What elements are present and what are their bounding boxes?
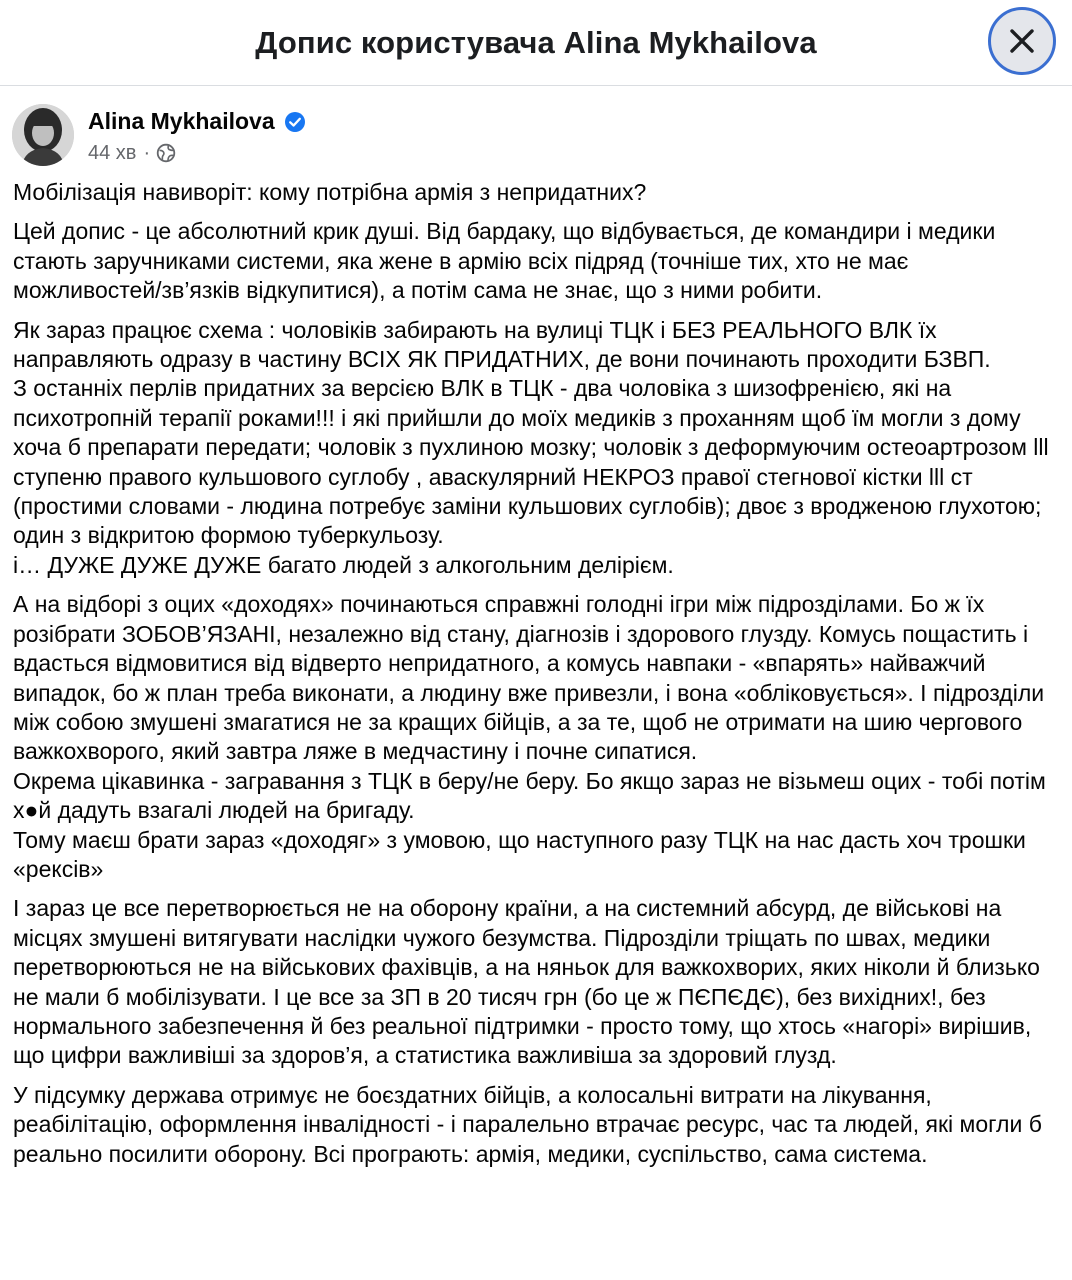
dialog-header xyxy=(0,0,1072,86)
post-paragraph: Цей допис - це абсолютний крик душі. Від бардаку, що відбувається, де командири і медики стають заручниками системи, яка жене в армію всіх підряд (точніше тих, хто не має можливостей/зв’язків відкупитися), а потім сама не знає, що з ними робити. xyxy=(13,218,996,304)
post-meta xyxy=(88,142,306,165)
post-author xyxy=(12,104,306,166)
post-paragraph: Як зараз працює схема : чоловіків забирають на вулиці ТЦК і БЕЗ РЕАЛЬНОГО ВЛК їх направляють одразу в частину ВСІХ ЯК ПРИДАТНИХ, де вони починають проходити БЗВП. З останніх перлів придатних за версією ВЛК в ТЦК - два чоловіка з шизофренією, які на психотропній терапії роками!!! і які прийшли до моїх медиків з проханням щоб їм могли з дому хоча б препарати передати; чоловік з пухлиною мозку; чоловік з деформуючим остеоартрозом lll ступеню правого кульшового суглобу , аваскулярний НЕКРОЗ правої стегнової кістки lll ст (простими словами - людина потребує заміни кульшових суглобів); двоє з вродженою глухотою; один з відкритою формою туберкульозу. і… ДУЖЕ ДУЖЕ ДУЖЕ багато людей з алкогольним делірієм. xyxy=(13,316,1049,578)
post-timestamp[interactable]: 44 хв xyxy=(88,141,137,164)
dialog-title: Допис користувача Alina Mykhailova xyxy=(255,24,817,60)
author-name[interactable]: Alina Mykhailova xyxy=(88,108,275,134)
close-icon xyxy=(1007,26,1037,56)
avatar[interactable] xyxy=(12,104,74,166)
post-text xyxy=(13,178,1059,1179)
post-paragraph: А на відборі з оцих «доходях» починаються справжні голодні ігри між підрозділами. Бо ж їх розібрати ЗОБОВ’ЯЗАНІ, незалежно від стану, діагнозів і здорового глузду. Комусь пощастить і вдасться відмовитися від відверто непридатного, а комусь навпаки - «впарять» найважчий випадок, бо ж план треба виконати, а людину вже привезли, і вона «обліковується». І підрозділи між собою змушені змагатися не за кращих бійців, а за те, щоб не отримати на шию чергового важкохворого, який завтра ляже в медчастину і почне сипатися. Окрема цікавинка - загравання з ТЦК в беру/не беру. Бо якщо зараз не візьмеш оцих - тобі потім х●й дадуть взагалі людей на бригаду. Тому маєш брати зараз «доходяг» з умовою, що наступного разу ТЦК на нас дасть хоч трошки «рексів» xyxy=(13,591,1046,882)
close-button[interactable] xyxy=(988,7,1056,75)
meta-separator: · xyxy=(143,141,151,164)
globe-icon[interactable] xyxy=(156,143,176,163)
post-paragraph: Мобілізація навиворіт: кому потрібна армія з непридатних? xyxy=(13,179,647,205)
post-paragraph: І зараз це все перетворюється не на оборону країни, а на системний абсурд, де військові на місцях змушені витягувати наслідки чужого безумства. Підрозділи тріщать по швах, медики перетворюються не на військових фахівців, а на няньок для важкохворих, яких ніколи й близько не мали б мобілізувати. І це все за ЗП в 20 тисяч грн (бо це ж ПЄПЄДЄ), без вихідних!, без нормального забезпечення й без реальної підтримки - просто тому, що хтось «нагорі» вирішив, що цифри важливіші за здоров’я, а статистика важливіша за здоровий глузд. xyxy=(13,895,1040,1069)
verified-badge-icon xyxy=(284,111,306,133)
post-paragraph: У підсумку держава отримує не боєздатних бійців, а колосальні витрати на лікування, реабілітацію, оформлення інвалідності - і паралельно втрачає ресурс, час та людей, які могли б реально посилити оборону. Всі програють: армія, медики, суспільство, сама система. xyxy=(13,1081,1042,1167)
